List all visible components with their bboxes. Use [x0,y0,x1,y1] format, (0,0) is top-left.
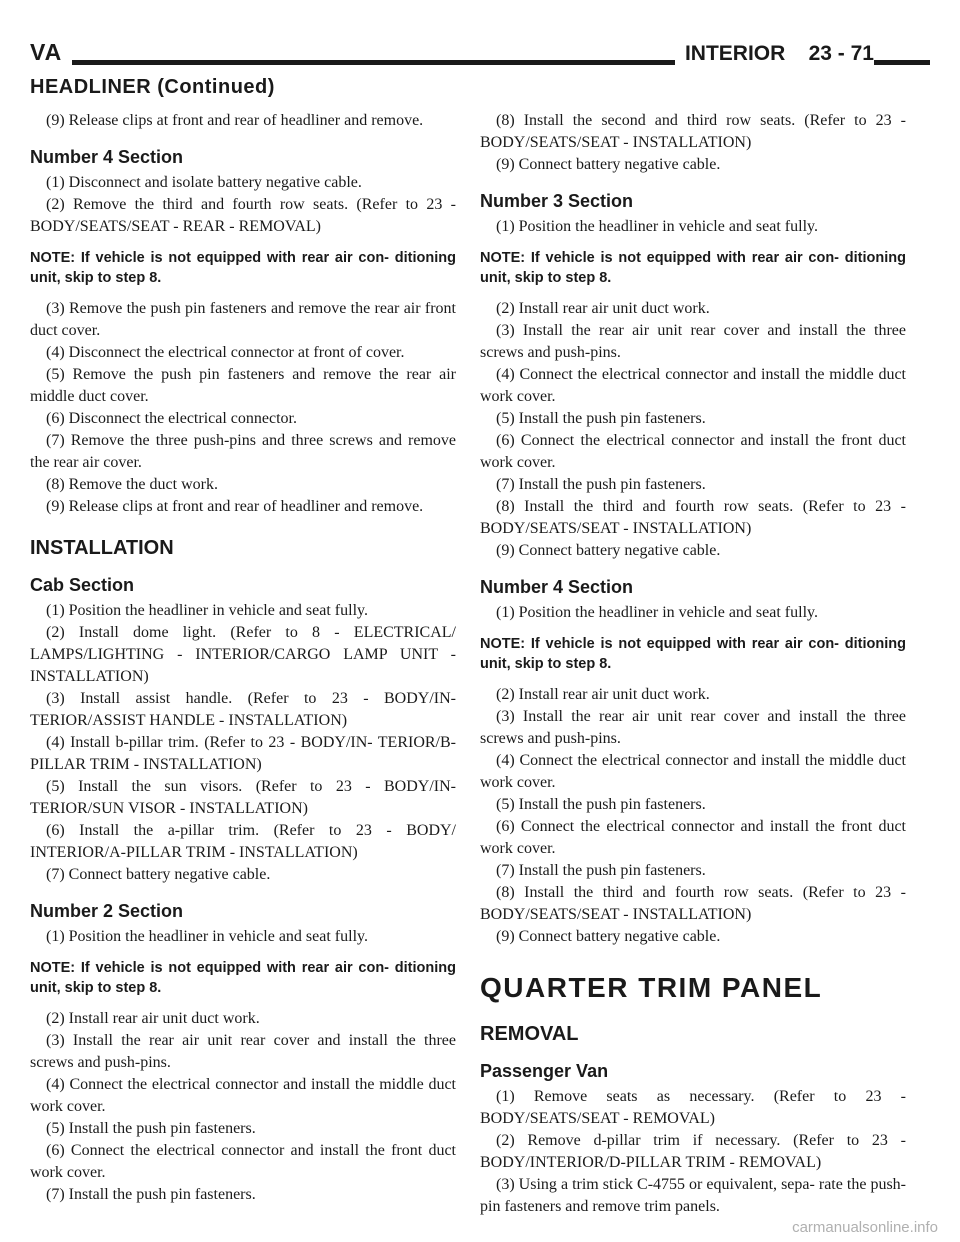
step: (2) Install dome light. (Refer to 8 - ELECTRICAL/ LAMPS/LIGHTING - INTERIOR/CARGO LAMP UNIT - INSTALLATION) [30,624,456,685]
step: (4) Connect the electrical connector and install the middle duct work cover. [480,752,906,791]
step: (1) Position the headliner in vehicle and seat fully. [496,218,818,235]
step: (4) Disconnect the electrical connector at front of cover. [46,344,405,361]
step: (1) Position the headliner in vehicle and seat fully. [46,602,368,619]
step: (2) Remove d-pillar trim if necessary. (Refer to 23 - BODY/INTERIOR/D-PILLAR TRIM - REMOVAL) [480,1132,906,1171]
section-heading: REMOVAL [480,1023,579,1045]
step: (8) Install the third and fourth row seats. (Refer to 23 - BODY/SEATS/SEAT - INSTALLATION) [480,498,906,537]
step: (4) Install b-pillar trim. (Refer to 23 - BODY/IN- TERIOR/B-PILLAR TRIM - INSTALLATION) [30,734,456,773]
running-head: HEADLINER (Continued) [30,76,275,98]
step: (6) Connect the electrical connector and install the front duct work cover. [480,818,906,857]
watermark-footer: carmanualsonline.info [792,1219,938,1236]
right-column [480,110,906,1218]
step: (7) Connect battery negative cable. [46,866,271,883]
step: (3) Install the rear air unit rear cover and install the three screws and push-pins. [30,1032,456,1071]
step: (9) Connect battery negative cable. [496,928,721,945]
step: (7) Install the push pin fasteners. [496,862,706,879]
step: (2) Install rear air unit duct work. [496,300,710,317]
note: NOTE: If vehicle is not equipped with rear air con- ditioning unit, skip to step 8. [480,250,906,286]
step: (6) Disconnect the electrical connector. [46,410,297,427]
note: NOTE: If vehicle is not equipped with rear air con- ditioning unit, skip to step 8. [30,250,456,286]
step: (3) Using a trim stick C-4755 or equivalent, sepa- rate the push-pin fasteners and remove trim panels. [480,1176,906,1215]
step: (9) Release clips at front and rear of headliner and remove. [46,112,424,129]
step: (5) Install the sun visors. (Refer to 23 - BODY/IN- TERIOR/SUN VISOR - INSTALLATION) [30,778,456,817]
step: (5) Install the push pin fasteners. [46,1120,256,1137]
chapter-heading: QUARTER TRIM PANEL [480,972,823,1003]
subsection-heading: Passenger Van [480,1061,609,1081]
step: (2) Install rear air unit duct work. [46,1010,260,1027]
step: (9) Connect battery negative cable. [496,542,721,559]
step: (3) Install assist handle. (Refer to 23 - BODY/IN- TERIOR/ASSIST HANDLE - INSTALLATION) [30,690,456,729]
step: (2) Remove the third and fourth row seats. (Refer to 23 - BODY/SEATS/SEAT - REAR - REMOVAL) [30,196,456,235]
step: (7) Install the push pin fasteners. [46,1186,256,1203]
step: (8) Install the second and third row seats. (Refer to 23 - BODY/SEATS/SEAT - INSTALLATION) [480,112,906,151]
note: NOTE: If vehicle is not equipped with rear air con- ditioning unit, skip to step 8. [480,636,906,672]
step: (4) Connect the electrical connector and install the middle duct work cover. [480,366,906,405]
step: (9) Connect battery negative cable. [496,156,721,173]
step: (1) Position the headliner in vehicle and seat fully. [496,604,818,621]
subsection-heading: Number 3 Section [480,191,634,211]
step: (7) Remove the three push-pins and three screws and remove the rear air cover. [30,432,456,471]
step: (5) Install the push pin fasteners. [496,410,706,427]
step: (1) Position the headliner in vehicle and seat fully. [46,928,368,945]
step: (6) Connect the electrical connector and install the front duct work cover. [30,1142,456,1181]
step: (9) Release clips at front and rear of headliner and remove. [46,498,424,515]
step: (2) Install rear air unit duct work. [496,686,710,703]
section-heading: INSTALLATION [30,537,174,559]
step: (6) Connect the electrical connector and install the front duct work cover. [480,432,906,471]
left-column [30,110,456,1206]
step: (5) Remove the push pin fasteners and remove the rear air middle duct cover. [30,366,456,405]
header-right: INTERIOR 23 - 71 [675,42,874,66]
step: (8) Install the third and fourth row seats. (Refer to 23 - BODY/SEATS/SEAT - INSTALLATION) [480,884,906,923]
step: (1) Remove seats as necessary. (Refer to 23 - BODY/SEATS/SEAT - REMOVAL) [480,1088,906,1127]
subsection-heading: Number 4 Section [30,147,184,167]
step: (8) Remove the duct work. [46,476,218,493]
subsection-heading: Number 4 Section [480,577,634,597]
header-left [30,40,72,64]
step: (7) Install the push pin fasteners. [496,476,706,493]
step: (3) Install the rear air unit rear cover and install the three screws and push-pins. [480,708,906,747]
step: (6) Install the a-pillar trim. (Refer to 23 - BODY/ INTERIOR/A-PILLAR TRIM - INSTALLATION) [30,822,456,861]
header-code: VA [30,39,72,65]
step: (4) Connect the electrical connector and install the middle duct work cover. [30,1076,456,1115]
step: (5) Install the push pin fasteners. [496,796,706,813]
step: (3) Remove the push pin fasteners and remove the rear air front duct cover. [30,300,456,339]
subsection-heading: Number 2 Section [30,901,184,921]
step: (1) Disconnect and isolate battery negative cable. [46,174,362,191]
step: (3) Install the rear air unit rear cover and install the three screws and push-pins. [480,322,906,361]
note: NOTE: If vehicle is not equipped with rear air con- ditioning unit, skip to step 8. [30,960,456,996]
subsection-heading: Cab Section [30,575,135,595]
